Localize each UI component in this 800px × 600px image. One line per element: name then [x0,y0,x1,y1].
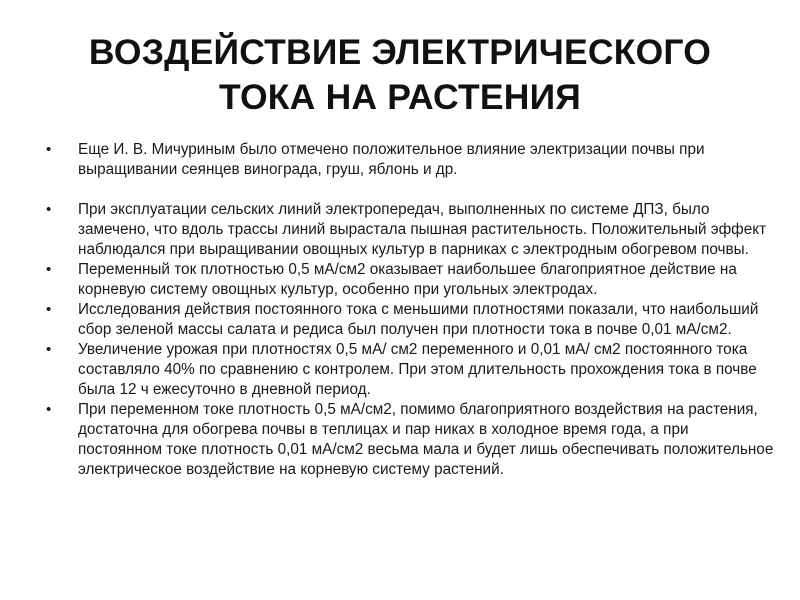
bullet-text: При переменном токе плотность 0,5 мА/см2, помимо благоприятного воздействия на растения, достаточна для обогрева почвы в теплицах и пар никах в холодное время года, а при постоянном токе плотность 0,01 мА/см2 весьма мала и будет лишь обеспечивать положительное электрическое воздействие на корневую систему растений. [78,401,774,478]
bullet-dot-icon: • [46,261,52,278]
slide-title [20,30,780,120]
slide-title-line-1: ВОЗДЕЙСТВИЕ ЭЛЕКТРИЧЕСКОГО [88,32,712,72]
bullet-item [46,340,776,400]
bullet-text: Увеличение урожая при плотностях 0,5 мА/ см2 переменного и 0,01 мА/ см2 постоянного тока составляло 40% по сравнению с контролем. При этом длительность прохождения тока в почве была 12 ч ежесуточно в дневной период. [78,341,757,398]
bullet-dot-icon: • [46,401,52,418]
bullet-item [46,400,776,480]
bullet-dot-icon: • [46,301,52,318]
bullet-item [46,300,776,340]
bullet-list [46,140,776,480]
bullet-text: При эксплуатации сельских линий электропередач, выполненных по системе ДПЗ, было замечено, что вдоль трассы линий вырастала пышная растительность. Положительный эффект наблюдался при выращивании овощных культур в парниках с электродным обогревом почвы. [78,201,767,258]
bullet-text: Еще И. В. Мичуриным было отмечено положительное влияние электризации почвы при выращивании сеянцев винограда, груш, яблонь и др. [78,141,705,178]
bullet-dot-icon: • [46,141,52,158]
bullet-item [46,140,776,180]
bullet-dot-icon: • [46,201,52,218]
bullet-dot-icon: • [46,341,52,358]
bullet-text: Исследования действия постоянного тока с меньшими плотностями показали, что наибольший сбор зеленой массы салата и редиса был получен при плотности тока в почве 0,01 мА/см2. [78,301,759,338]
slide-title-line-2: ТОКА НА РАСТЕНИЯ [218,77,581,117]
bullet-item [46,260,776,300]
bullet-item [46,200,776,260]
bullet-text: Переменный ток плотностью 0,5 мА/см2 оказывает наибольшее благоприятное действие на корневую систему овощных культур, особенно при угольных электродах. [78,261,737,298]
